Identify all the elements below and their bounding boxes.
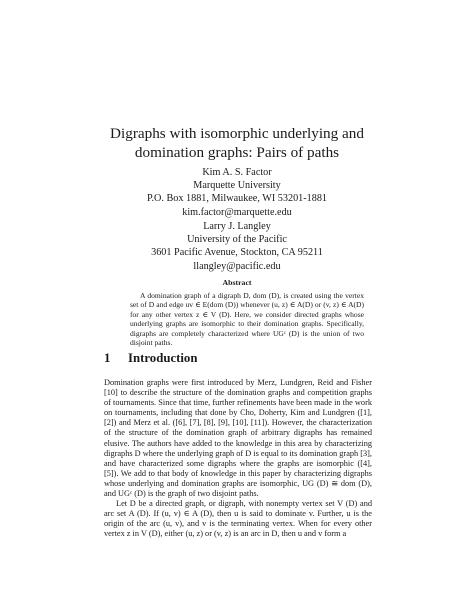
- abstract-body: [130, 291, 364, 347]
- author-address: 3601 Pacific Avenue, Stockton, CA 95211: [151, 247, 323, 259]
- abstract-text: A domination graph of a digraph D, dom (D), is created using the vertex set of D and edge uv ∈ E(dom (D)) whenever (u, z) ∈ A(D) or (v, z) ∈ A(D) for any other vertex z ∈ V (D). Here, we consider directed graphs whose underlying graphs are isomorphic to their domination graphs. Specifically, digraphs are completely characterized where UGᶜ (D) is the union of two disjoint paths.: [130, 291, 364, 348]
- abstract-heading: Abstract: [222, 278, 252, 287]
- author-email: kim.factor@marquette.edu: [182, 206, 292, 218]
- author-affiliation: Marquette University: [193, 180, 281, 192]
- section-heading: [104, 351, 197, 366]
- section-number: 1: [104, 351, 111, 365]
- paragraph: Domination graphs were first introduced by Merz, Lundgren, Reid and Fisher [10] to describe the structure of the domination graphs and competition graphs of tournaments. Since that time, further refinements have been made in the work on tournaments, including that done by Cho, Doherty, Kim and Lundgren ([1], [2]) and Merz et al. ([6], [7], [8], [9], [10], [11]). However, the characterization of the structure of the domination graph of arbitrary digraphs has remained elusive. The authors have added to the knowledge in this area by characterizing digraphs D where the underlying graph of D is equal to its domination graph [3], and have characterized some digraphs where the graphs are isomorphic ([4], [5]). We add to that body of knowledge in this paper by characterizing digraphs whose underlying and domination graphs are isomorphic, UG (D) ≅ dom (D), and UGᶜ (D) is the graph of two disjoint paths.: [104, 378, 372, 499]
- author-name: Larry J. Langley: [203, 221, 271, 232]
- section-title: Introduction: [128, 351, 198, 365]
- paper-title: [60, 124, 414, 162]
- title-line-2: domination graphs: Pairs of paths: [134, 144, 340, 161]
- title-line-1: Digraphs with isomorphic underlying and: [110, 125, 364, 142]
- author-email: llangley@pacific.edu: [193, 260, 281, 272]
- paragraph: Let D be a directed graph, or digraph, with nonempty vertex set V (D) and arc set A (D). If (u, v) ∈ A (D), then u is said to dominate v. Further, u is the origin of the arc (u, v), and v is the terminating vertex. When for every other vertex z in V (D), either (u, z) or (v, z) is an arc in D, then u and v form a: [104, 499, 372, 539]
- author-name: Kim A. S. Factor: [202, 167, 272, 178]
- author-block-1: [60, 166, 414, 219]
- author-affiliation: University of the Pacific: [187, 234, 287, 246]
- body-text: [104, 378, 372, 540]
- author-address: P.O. Box 1881, Milwaukee, WI 53201-1881: [146, 193, 328, 205]
- author-block-2: [60, 220, 414, 273]
